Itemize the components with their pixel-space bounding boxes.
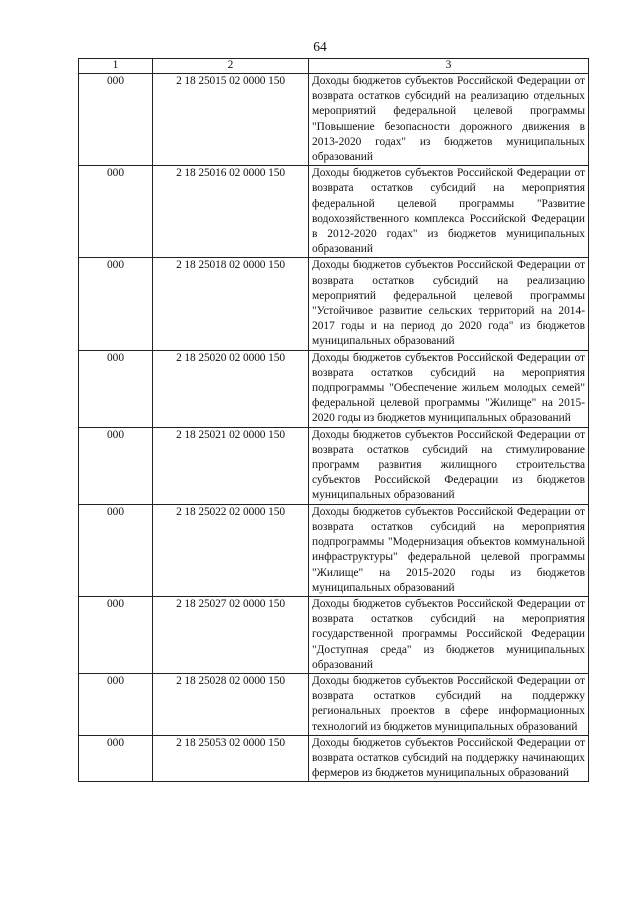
budget-codes-table [78, 58, 589, 782]
table-row [79, 673, 589, 735]
budget-code-cell: 2 18 25018 02 0000 150 [153, 258, 309, 350]
table-row [79, 258, 589, 350]
description-cell: Доходы бюджетов субъектов Российской Федерации от возврата остатков субсидий на реализацию мероприятий федеральной целевой программы "Устойчивое развитие сельских территорий на 2014-2017 годы и на период до 2020 года" из бюджетов муниципальных образований [309, 258, 589, 350]
budget-code-cell: 2 18 25053 02 0000 150 [153, 735, 309, 782]
table-row [79, 596, 589, 673]
table-row [79, 166, 589, 258]
budget-code-cell: 2 18 25016 02 0000 150 [153, 166, 309, 258]
description-cell: Доходы бюджетов субъектов Российской Федерации от возврата остатков субсидий на мероприятия подпрограммы "Модернизация объектов коммунальной инфраструктуры" федеральной целевой программы "Жилище" на 2015-2020 годы из бюджетов муниципальных образований [309, 504, 589, 596]
admin-code-cell: 000 [79, 504, 153, 596]
header-row [79, 59, 589, 74]
admin-code-cell: 000 [79, 166, 153, 258]
page-number: 64 [313, 39, 327, 54]
admin-code-cell: 000 [79, 673, 153, 735]
admin-code-cell: 000 [79, 74, 153, 166]
description-cell: Доходы бюджетов субъектов Российской Федерации от возврата остатков субсидий на реализацию отдельных мероприятий федеральной целевой программы "Повышение безопасности дорожного движения в 2013-2020 годах" из бюджетов муниципальных образований [309, 74, 589, 166]
description-cell: Доходы бюджетов субъектов Российской Федерации от возврата остатков субсидий на стимулирование программ развития жилищного строительства субъектов Российской Федерации из бюджетов муниципальных образований [309, 427, 589, 504]
admin-code-cell: 000 [79, 258, 153, 350]
table-row [79, 350, 589, 427]
column-header-2: 2 [153, 59, 309, 74]
budget-code-cell: 2 18 25020 02 0000 150 [153, 350, 309, 427]
budget-code-cell: 2 18 25022 02 0000 150 [153, 504, 309, 596]
budget-code-cell: 2 18 25027 02 0000 150 [153, 596, 309, 673]
description-cell: Доходы бюджетов субъектов Российской Федерации от возврата остатков субсидий на мероприятия федеральной целевой программы "Развитие водохозяйственного комплекса Российской Федерации в 2012-2020 годах" из бюджетов муниципальных образований [309, 166, 589, 258]
description-cell: Доходы бюджетов субъектов Российской Федерации от возврата остатков субсидий на поддержку начинающих фермеров из бюджетов муниципальных образований [309, 735, 589, 782]
admin-code-cell: 000 [79, 427, 153, 504]
budget-code-cell: 2 18 25028 02 0000 150 [153, 673, 309, 735]
column-header-1: 1 [79, 59, 153, 74]
table-row [79, 427, 589, 504]
table-header [79, 59, 589, 74]
admin-code-cell: 000 [79, 350, 153, 427]
table-row [79, 735, 589, 782]
table-row [79, 74, 589, 166]
admin-code-cell: 000 [79, 735, 153, 782]
column-header-3: 3 [309, 59, 589, 74]
table-row [79, 504, 589, 596]
description-cell: Доходы бюджетов субъектов Российской Федерации от возврата остатков субсидий на мероприятия подпрограммы "Обеспечение жильем молодых семей" федеральной целевой программы "Жилище" на 2015-2020 годы из бюджетов муниципальных образований [309, 350, 589, 427]
description-cell: Доходы бюджетов субъектов Российской Федерации от возврата остатков субсидий на поддержку региональных проектов в сфере информационных технологий из бюджетов муниципальных образований [309, 673, 589, 735]
table-body [79, 74, 589, 782]
admin-code-cell: 000 [79, 596, 153, 673]
description-cell: Доходы бюджетов субъектов Российской Федерации от возврата остатков субсидий на мероприятия государственной программы Российской Федерации "Доступная среда" из бюджетов муниципальных образований [309, 596, 589, 673]
budget-code-cell: 2 18 25021 02 0000 150 [153, 427, 309, 504]
budget-code-cell: 2 18 25015 02 0000 150 [153, 74, 309, 166]
